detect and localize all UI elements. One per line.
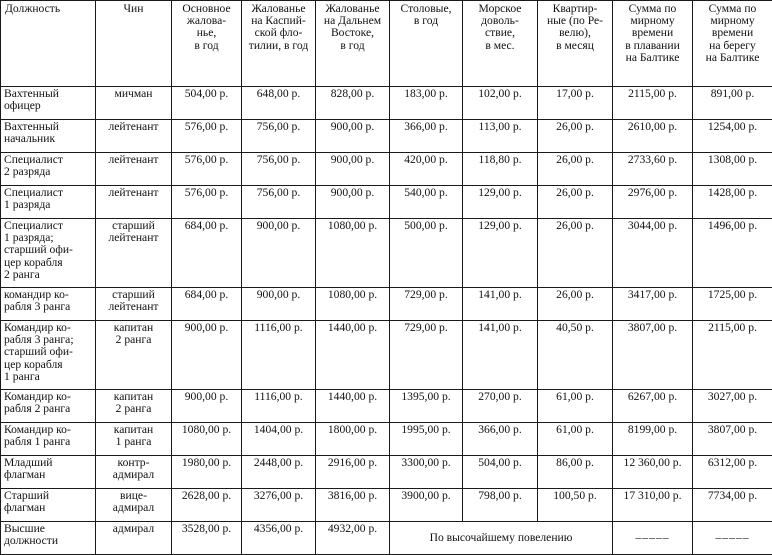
base-salary-cell: 504,00 р. [172, 87, 242, 120]
base-salary-cell: 3528,00 р. [172, 522, 242, 555]
rank-cell: лейтенант [96, 186, 172, 219]
rank-cell: капитан 1 ранга [96, 423, 172, 456]
sum-ashore-cell: 1496,00 р. [693, 219, 772, 288]
fareast-salary-cell: 900,00 р. [316, 153, 390, 186]
base-salary-cell: 1980,00 р. [172, 456, 242, 489]
table-money-cell: 729,00 р. [390, 288, 463, 321]
caspian-salary-cell: 756,00 р. [242, 120, 316, 153]
sum-at-sea-cell: 3417,00 р. [613, 288, 693, 321]
sum-ashore-cell: 2115,00 р. [693, 321, 772, 390]
fareast-salary-cell: 1440,00 р. [316, 390, 390, 423]
position-cell: Командир ко- рабля 3 ранга; старший офи- цер корабля 1 ранга [1, 321, 96, 390]
table-row [1, 87, 772, 120]
table-row [1, 456, 772, 489]
sea-allowance-cell: 129,00 р. [463, 219, 538, 288]
sea-allowance-cell: 270,00 р. [463, 390, 538, 423]
base-salary-cell: 900,00 р. [172, 390, 242, 423]
table-row [1, 321, 772, 390]
fareast-salary-cell: 2916,00 р. [316, 456, 390, 489]
rank-cell: лейтенант [96, 153, 172, 186]
fareast-salary-cell: 1080,00 р. [316, 219, 390, 288]
rank-cell: адмирал [96, 522, 172, 555]
base-salary-cell: 684,00 р. [172, 288, 242, 321]
sum-at-sea-cell: 3044,00 р. [613, 219, 693, 288]
sum-at-sea-cell: 2733,60 р. [613, 153, 693, 186]
sum-ashore-cell: 7734,00 р. [693, 489, 772, 522]
base-salary-cell: 2628,00 р. [172, 489, 242, 522]
header-caspian-salary: Жалованье на Каспий- ской фло- тилии, в год [242, 1, 316, 87]
fareast-salary-cell: 1800,00 р. [316, 423, 390, 456]
quarters-allowance-cell: 26,00 р. [538, 153, 613, 186]
sum-at-sea-cell: 17 310,00 р. [613, 489, 693, 522]
quarters-allowance-cell: 26,00 р. [538, 120, 613, 153]
fareast-salary-cell: 900,00 р. [316, 120, 390, 153]
sea-allowance-cell: 129,00 р. [463, 186, 538, 219]
position-cell: Младший флагман [1, 456, 96, 489]
sum-at-sea-cell: 8199,00 р. [613, 423, 693, 456]
table-money-cell: 729,00 р. [390, 321, 463, 390]
table-row [1, 153, 772, 186]
caspian-salary-cell: 3276,00 р. [242, 489, 316, 522]
caspian-salary-cell: 1404,00 р. [242, 423, 316, 456]
header-sum-at-sea: Сумма по мирному времени в плавании на Балтике [613, 1, 693, 87]
header-quarters-allowance: Квартир- ные (по Ре- велю), в месяц [538, 1, 613, 87]
table-row [1, 288, 772, 321]
sum-ashore-cell: 1254,00 р. [693, 120, 772, 153]
table-money-cell: 500,00 р. [390, 219, 463, 288]
sum-ashore-cell: 3807,00 р. [693, 423, 772, 456]
table-row [1, 489, 772, 522]
table-money-cell: 183,00 р. [390, 87, 463, 120]
quarters-allowance-cell: 61,00 р. [538, 423, 613, 456]
rank-cell: мичман [96, 87, 172, 120]
position-cell: Вахтенный офицер [1, 87, 96, 120]
rank-cell: капитан 2 ранга [96, 390, 172, 423]
table-row [1, 219, 772, 288]
sea-allowance-cell: 798,00 р. [463, 489, 538, 522]
base-salary-cell: 576,00 р. [172, 120, 242, 153]
caspian-salary-cell: 756,00 р. [242, 153, 316, 186]
header-table-money: Столовые, в год [390, 1, 463, 87]
sum-ashore-cell: 1308,00 р. [693, 153, 772, 186]
rank-cell: вице- адмирал [96, 489, 172, 522]
fareast-salary-cell: 1440,00 р. [316, 321, 390, 390]
quarters-allowance-cell: 26,00 р. [538, 186, 613, 219]
rank-cell: лейтенант [96, 120, 172, 153]
quarters-allowance-cell: 26,00 р. [538, 288, 613, 321]
sum-at-sea-cell: 12 360,00 р. [613, 456, 693, 489]
table-header-row [1, 1, 772, 87]
base-salary-cell: 576,00 р. [172, 186, 242, 219]
header-position: Должность [1, 1, 96, 87]
caspian-salary-cell: 756,00 р. [242, 186, 316, 219]
sum-ashore-cell: 891,00 р. [693, 87, 772, 120]
table-money-cell: 420,00 р. [390, 153, 463, 186]
position-cell: Специалист 1 разряда [1, 186, 96, 219]
sum-ashore-cell: 3027,00 р. [693, 390, 772, 423]
sum-ashore-cell: 1725,00 р. [693, 288, 772, 321]
header-rank: Чин [96, 1, 172, 87]
quarters-allowance-cell: 26,00 р. [538, 219, 613, 288]
position-cell: командир ко- рабля 3 ранга [1, 288, 96, 321]
table-row [1, 423, 772, 456]
sea-allowance-cell: 504,00 р. [463, 456, 538, 489]
base-salary-cell: 684,00 р. [172, 219, 242, 288]
base-salary-cell: 900,00 р. [172, 321, 242, 390]
fareast-salary-cell: 4932,00 р. [316, 522, 390, 555]
base-salary-cell: 576,00 р. [172, 153, 242, 186]
fareast-salary-cell: 1080,00 р. [316, 288, 390, 321]
header-sea-allowance: Морское доволь- ствие, в мес. [463, 1, 538, 87]
table-row [1, 522, 772, 555]
caspian-salary-cell: 900,00 р. [242, 288, 316, 321]
rank-cell: старший лейтенант [96, 219, 172, 288]
rank-cell: контр- адмирал [96, 456, 172, 489]
position-cell: Старший флагман [1, 489, 96, 522]
sea-allowance-cell: 102,00 р. [463, 87, 538, 120]
fareast-salary-cell: 3816,00 р. [316, 489, 390, 522]
quarters-allowance-cell: 40,50 р. [538, 321, 613, 390]
quarters-allowance-cell: 86,00 р. [538, 456, 613, 489]
sum-at-sea-cell: 3807,00 р. [613, 321, 693, 390]
table-body [1, 87, 772, 555]
position-cell: Специалист 2 разряда [1, 153, 96, 186]
base-salary-cell: 1080,00 р. [172, 423, 242, 456]
rank-cell: капитан 2 ранга [96, 321, 172, 390]
table-row [1, 120, 772, 153]
sum-at-sea-cell: 6267,00 р. [613, 390, 693, 423]
table-money-cell: 1395,00 р. [390, 390, 463, 423]
position-cell: Вахтенный начальник [1, 120, 96, 153]
sea-allowance-cell: 141,00 р. [463, 321, 538, 390]
position-cell: Высшие должности [1, 522, 96, 555]
fareast-salary-cell: 828,00 р. [316, 87, 390, 120]
table-money-cell: 3300,00 р. [390, 456, 463, 489]
sum-at-sea-cell: 2976,00 р. [613, 186, 693, 219]
header-fareast-salary: Жалованье на Дальнем Востоке, в год [316, 1, 390, 87]
quarters-allowance-cell: 61,00 р. [538, 390, 613, 423]
sea-allowance-cell: 366,00 р. [463, 423, 538, 456]
sum-ashore-cell: 1428,00 р. [693, 186, 772, 219]
table-row [1, 390, 772, 423]
rank-cell: старший лейтенант [96, 288, 172, 321]
sea-allowance-cell: 118,80 р. [463, 153, 538, 186]
caspian-salary-cell: 648,00 р. [242, 87, 316, 120]
header-base-salary: Основное жалова- нье, в год [172, 1, 242, 87]
quarters-allowance-cell: 100,50 р. [538, 489, 613, 522]
sum-at-sea-dash: ––––– [613, 522, 693, 555]
fareast-salary-cell: 900,00 р. [316, 186, 390, 219]
caspian-salary-cell: 2448,00 р. [242, 456, 316, 489]
position-cell: Командир ко- рабля 2 ранга [1, 390, 96, 423]
caspian-salary-cell: 1116,00 р. [242, 390, 316, 423]
sum-ashore-dash: ––––– [693, 522, 772, 555]
table-row [1, 186, 772, 219]
sum-at-sea-cell: 2610,00 р. [613, 120, 693, 153]
header-sum-ashore: Сумма по мирному времени на берегу на Балтике [693, 1, 772, 87]
sea-allowance-cell: 141,00 р. [463, 288, 538, 321]
sum-at-sea-cell: 2115,00 р. [613, 87, 693, 120]
sum-ashore-cell: 6312,00 р. [693, 456, 772, 489]
sea-allowance-cell: 113,00 р. [463, 120, 538, 153]
caspian-salary-cell: 1116,00 р. [242, 321, 316, 390]
table-money-cell: 366,00 р. [390, 120, 463, 153]
position-cell: Специалист 1 разряда; старший офи- цер корабля 2 ранга [1, 219, 96, 288]
table-money-cell: 540,00 р. [390, 186, 463, 219]
position-cell: Командир ко- рабля 1 ранга [1, 423, 96, 456]
imperial-decree-note: По высочайшему повелению [390, 522, 613, 555]
quarters-allowance-cell: 17,00 р. [538, 87, 613, 120]
table-money-cell: 3900,00 р. [390, 489, 463, 522]
table-money-cell: 1995,00 р. [390, 423, 463, 456]
caspian-salary-cell: 900,00 р. [242, 219, 316, 288]
caspian-salary-cell: 4356,00 р. [242, 522, 316, 555]
